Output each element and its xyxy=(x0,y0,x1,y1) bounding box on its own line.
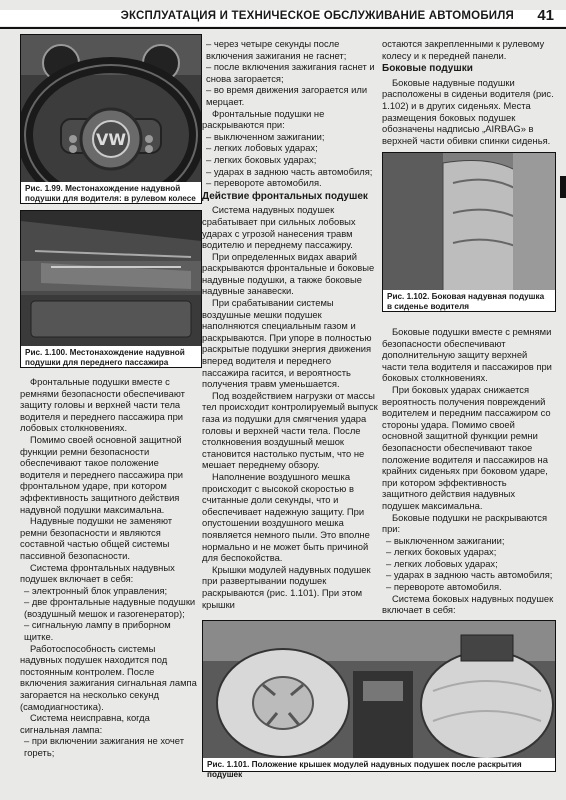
figure-1-100-image xyxy=(20,210,202,348)
paragraph: Работоспособность системы надувных подушек находится под постоянным контролем. После включения зажигания сигнальная лампа загорается на несколько секунд (самодиагностика). xyxy=(20,642,197,712)
section-heading: Боковые подушки xyxy=(382,63,473,75)
list-item: – легких боковых ударах; xyxy=(206,153,317,165)
figure-1-101-caption: Рис. 1.101. Положение крышек модулей надувных подушек после раскрытия подушек xyxy=(202,758,556,772)
vw-logo-text: VW xyxy=(95,130,127,149)
paragraph: остаются закрепленными к рулевому колесу и к передней панели. xyxy=(382,38,545,61)
figure-1-99-image xyxy=(20,34,202,184)
column-3-bottom-text xyxy=(382,326,554,616)
paragraph: Помимо своей основной защитной функции ремни безопасности обеспечивают такое положение водителя и переднего пассажира при фронтальном ударе, при котором эффективность защитного действия надувной подушки максимальна. xyxy=(20,433,184,515)
header-rule xyxy=(0,27,566,29)
paragraph: Боковые надувные подушки расположены в сиденьи водителя (рис. 1.102) и в других сиденьях. Места размещения боковых подушек обозначены надписью „AIRBAG» в верхней части обивки спинки сиденья. xyxy=(382,76,554,146)
list-item: – легких лобовых ударах; xyxy=(206,142,318,154)
list-item: – во время движения загорается или мерцает. xyxy=(206,84,368,107)
side-airbag-seat-illustration xyxy=(383,153,555,291)
column-3-top-text xyxy=(382,38,554,146)
paragraph: При боковых ударах снижается вероятность получения повреждений водителем и передним пассажиром со стороны удара. Помимо своей основной защитной функции ремни безопасности обеспечивают такое положение водителя и пассажиров на крайних сиденьях при боковом ударе, при котором эффективность защитного действия надувных подушек максимальна. xyxy=(382,383,551,511)
list-item: – после включения зажигания гаснет и снова загорается; xyxy=(206,61,375,84)
paragraph: Боковые подушки вместе с ремнями безопасности обеспечивают дополнительную защиту верхней части тела водителя и пассажиров при боковых столкновениях. xyxy=(382,326,552,384)
paragraph: Под воздействием нагрузки от массы тел происходит контролируемый выпуск газа из подушки для смягчения удара головы и верхней части тела. После столкновения воздушный мешок становится настолько пустым, что не мешает переднему обзору. xyxy=(202,389,378,471)
paragraph: Система надувных подушек срабатывает при сильных лобовых ударах с угрозой нанесения травм водителю и переднему пассажиру. xyxy=(202,204,356,251)
figure-1-102-caption: Рис. 1.102. Боковая надувная подушка в сиденье водителя xyxy=(382,290,556,312)
paragraph: Крышки модулей надувных подушек при развертывании подушек раскрываются (рис. 1.101). При этом крышки xyxy=(202,563,371,610)
page-number: 41 xyxy=(537,7,554,24)
paragraph: Надувные подушки не заменяют ремни безопасности и являются составной частью общей системы пассивной безопасности. xyxy=(20,515,173,561)
figure-1-99-caption: Рис. 1.99. Местонахождение надувной подушки для водителя: в рулевом колесе xyxy=(20,182,202,204)
side-tab-marker xyxy=(560,176,566,198)
running-header-title: ЭКСПЛУАТАЦИЯ И ТЕХНИЧЕСКОЕ ОБСЛУЖИВАНИЕ АВТОМОБИЛЯ xyxy=(120,10,514,22)
section-heading: Действие фронтальных подушек xyxy=(202,190,368,202)
figure-1-101-image xyxy=(202,620,556,760)
paragraph: Боковые подушки не раскрываются при: xyxy=(382,511,548,535)
list-item: – перевороте автомобиля. xyxy=(386,581,502,593)
column-2-text xyxy=(202,38,378,610)
list-item: – электронный блок управления; xyxy=(24,584,168,596)
paragraph: Система боковых надувных подушек включает в себя: xyxy=(382,592,554,616)
passenger-dashboard-illustration xyxy=(21,211,201,347)
list-item: – выключенном зажигании; xyxy=(206,130,325,142)
list-item: – при включении зажигания не хочет гореть; xyxy=(24,735,184,758)
list-item: – через четыре секунды после включения зажигания не гаснет; xyxy=(206,38,347,61)
paragraph: При срабатывании системы воздушные мешки подушек наполняются специальным газом и раскрываются. При упоре в полностью раскрытые подушки энергия движения вперед водителя и переднего пассажира гасится, и вероятность получения травм уменьшается. xyxy=(202,297,372,390)
list-item: – ударах в заднюю часть автомобиля; xyxy=(386,569,553,581)
steering-wheel-illustration xyxy=(21,35,201,183)
list-item: – ударах в заднюю часть автомобиля; xyxy=(206,165,373,177)
list-item: – выключенном зажигании; xyxy=(386,534,505,546)
list-item: – две фронтальные надувные подушки (воздушный мешок и газогенератор); xyxy=(24,596,196,619)
list-item: – сигнальную лампу в приборном щитке. xyxy=(24,619,171,643)
paragraph: Система неисправна, когда сигнальная лампа: xyxy=(20,712,150,735)
paragraph: Система фронтальных надувных подушек включает в себя: xyxy=(20,561,175,585)
paragraph: Фронтальные подушки вместе с ремнями безопасности обеспечивают защиту головы и верхней части тела водителя и переднего пассажира при лобовых столкновениях. xyxy=(20,376,185,434)
list-item: – перевороте автомобиля. xyxy=(206,177,322,189)
deployed-airbags-illustration xyxy=(203,621,555,759)
paragraph: Наполнение воздушного мешка происходит с высокой скоростью в считанные доли секунды, что и обеспечивает надежную защиту. При опустошении воздушного мешка появляется немного пыли. Это вполне нормально и не может быть причиной для беспокойства. xyxy=(202,470,370,564)
column-1-text xyxy=(20,376,200,759)
list-item: – легких боковых ударах; xyxy=(386,546,497,558)
figure-1-102-image xyxy=(382,152,556,292)
paragraph: При определенных видах аварий раскрываются фронтальные и боковые надувные подушки, а также боковые надувные занавески. xyxy=(202,250,375,297)
figure-1-100-caption: Рис. 1.100. Местонахождение надувной подушки для переднего пассажира xyxy=(20,346,202,368)
list-item: – легких лобовых ударах; xyxy=(386,557,498,569)
paragraph: Фронтальные подушки не раскрываются при: xyxy=(202,107,325,131)
